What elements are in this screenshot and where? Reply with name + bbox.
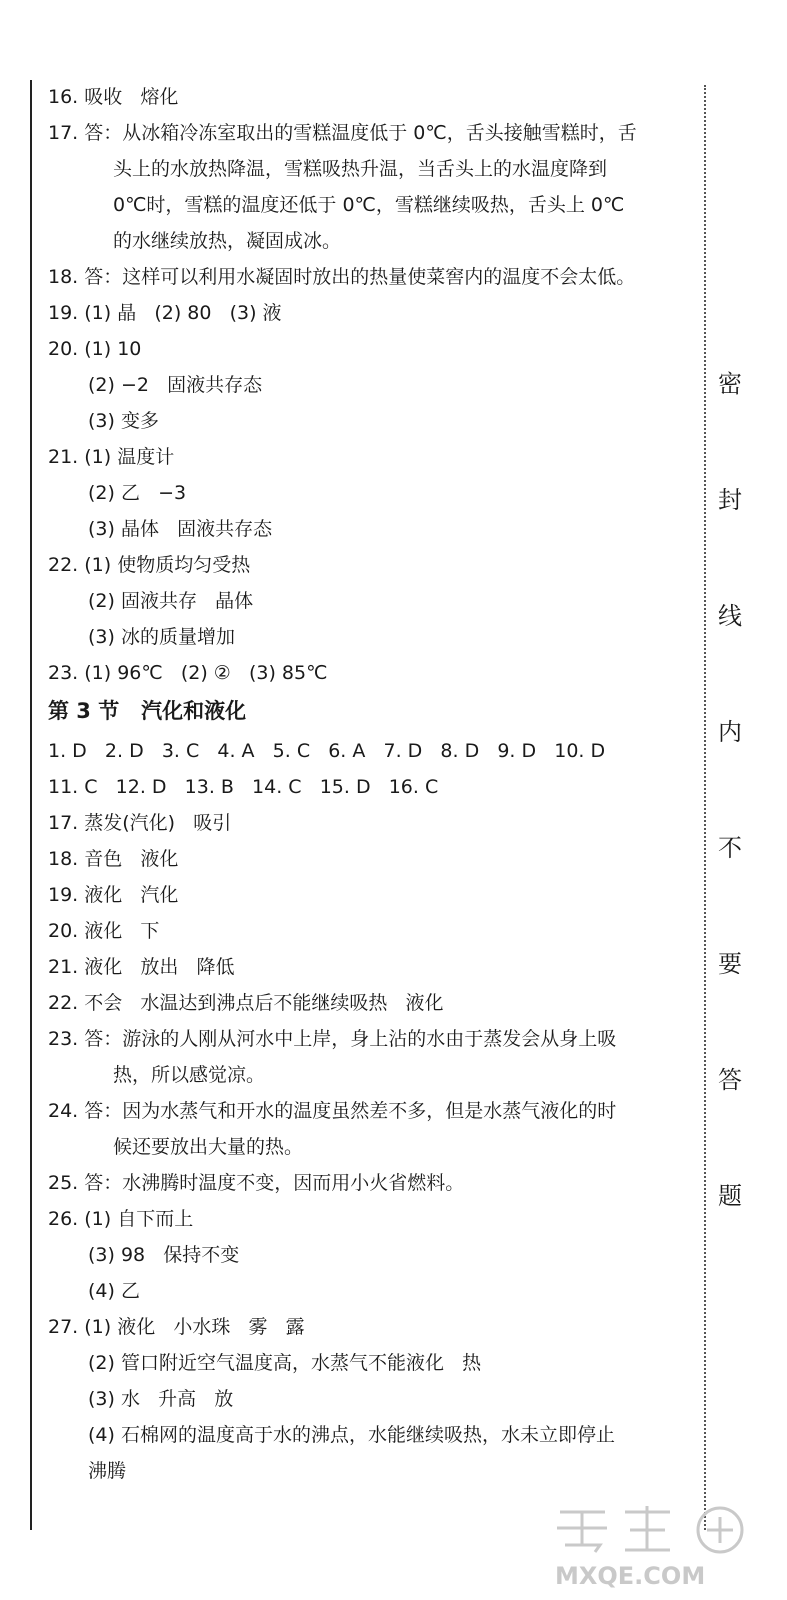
answer-line: 22. 不会 水温达到沸点后不能继续吸热 液化: [48, 992, 444, 1014]
answer-line: 16. 吸收 熔化: [48, 86, 179, 108]
answer-line: (2) 管口附近空气温度高，水蒸气不能液化 热: [88, 1352, 482, 1374]
answer-line: 的水继续放热，凝固成冰。: [113, 230, 342, 252]
answer-line: (2) −2 固液共存态: [88, 374, 263, 396]
answer-line: (3) 水 升高 放: [88, 1388, 234, 1410]
answer-line: 沸腾: [88, 1460, 127, 1482]
answer-line: (3) 冰的质量增加: [88, 626, 235, 648]
answer-line: (3) 变多: [88, 410, 159, 432]
answer-line: 21. (1) 温度计: [48, 446, 175, 468]
answer-line: 25. 答：水沸腾时温度不变，因而用小火省燃料。: [48, 1172, 465, 1194]
answer-line: 19. (1) 晶 (2) 80 (3) 液: [48, 302, 282, 324]
seal-char: 答: [718, 1066, 742, 1094]
answer-line: 热，所以感觉凉。: [113, 1064, 266, 1086]
answer-line: 20. (1) 10: [48, 338, 142, 360]
answer-line: 22. (1) 使物质均匀受热: [48, 554, 251, 576]
seal-char: 要: [718, 950, 742, 978]
seal-char: 线: [718, 602, 742, 630]
seal-char: 密: [718, 370, 742, 398]
answer-line: 26. (1) 自下而上: [48, 1208, 194, 1230]
answer-line: 23. 答：游泳的人刚从河水中上岸，身上沾的水由于蒸发会从身上吸: [48, 1028, 617, 1050]
answer-line: 头上的水放热降温，雪糕吸热升温，当舌头上的水温度降到: [113, 158, 608, 180]
seal-char: 题: [718, 1182, 742, 1210]
answer-line: (3) 晶体 固液共存态: [88, 518, 273, 540]
answer-line: 24. 答：因为水蒸气和开水的温度虽然差不多，但是水蒸气液化的时: [48, 1100, 617, 1122]
answer-line: 18. 答：这样可以利用水凝固时放出的热量使菜窖内的温度不会太低。: [48, 266, 636, 288]
answer-line: 17. 蒸发(汽化) 吸引: [48, 812, 232, 834]
answer-line: 21. 液化 放出 降低: [48, 956, 235, 978]
answer-line: 17. 答：从冰箱冷冻室取出的雪糕温度低于 0℃，舌头接触雪糕时，舌: [48, 122, 637, 144]
answer-line: 23. (1) 96℃ (2) ② (3) 85℃: [48, 662, 328, 684]
answer-line: 候还要放出大量的热。: [113, 1136, 304, 1158]
answer-line: 18. 音色 液化: [48, 848, 179, 870]
seal-char: 封: [718, 486, 742, 514]
answer-line: (2) 固液共存 晶体: [88, 590, 254, 612]
answer-line: 0℃时，雪糕的温度还低于 0℃，雪糕继续吸热，舌头上 0℃: [113, 194, 625, 216]
answer-line: 19. 液化 汽化: [48, 884, 179, 906]
watermark-logo: [545, 1500, 780, 1590]
answer-line: (4) 石棉网的温度高于水的沸点，水能继续吸热，水未立即停止: [88, 1424, 615, 1446]
watermark-text: MXQE.COM: [555, 1562, 706, 1590]
seal-char: 不: [718, 834, 742, 862]
seal-dotted-line: [704, 85, 706, 1530]
left-margin-rule: [30, 80, 32, 1530]
seal-char: 内: [718, 718, 742, 746]
answer-line: 27. (1) 液化 小水珠 雾 露: [48, 1316, 305, 1338]
answer-line: (4) 乙: [88, 1280, 140, 1302]
answer-line: (2) 乙 −3: [88, 482, 187, 504]
answer-line: 1. D 2. D 3. C 4. A 5. C 6. A 7. D 8. D 9. D 10. D: [48, 740, 606, 762]
answer-line: 11. C 12. D 13. B 14. C 15. D 16. C: [48, 776, 439, 798]
answer-line: 20. 液化 下: [48, 920, 160, 942]
section-heading: 第 3 节 汽化和液化: [48, 699, 247, 723]
answer-line: (3) 98 保持不变: [88, 1244, 240, 1266]
